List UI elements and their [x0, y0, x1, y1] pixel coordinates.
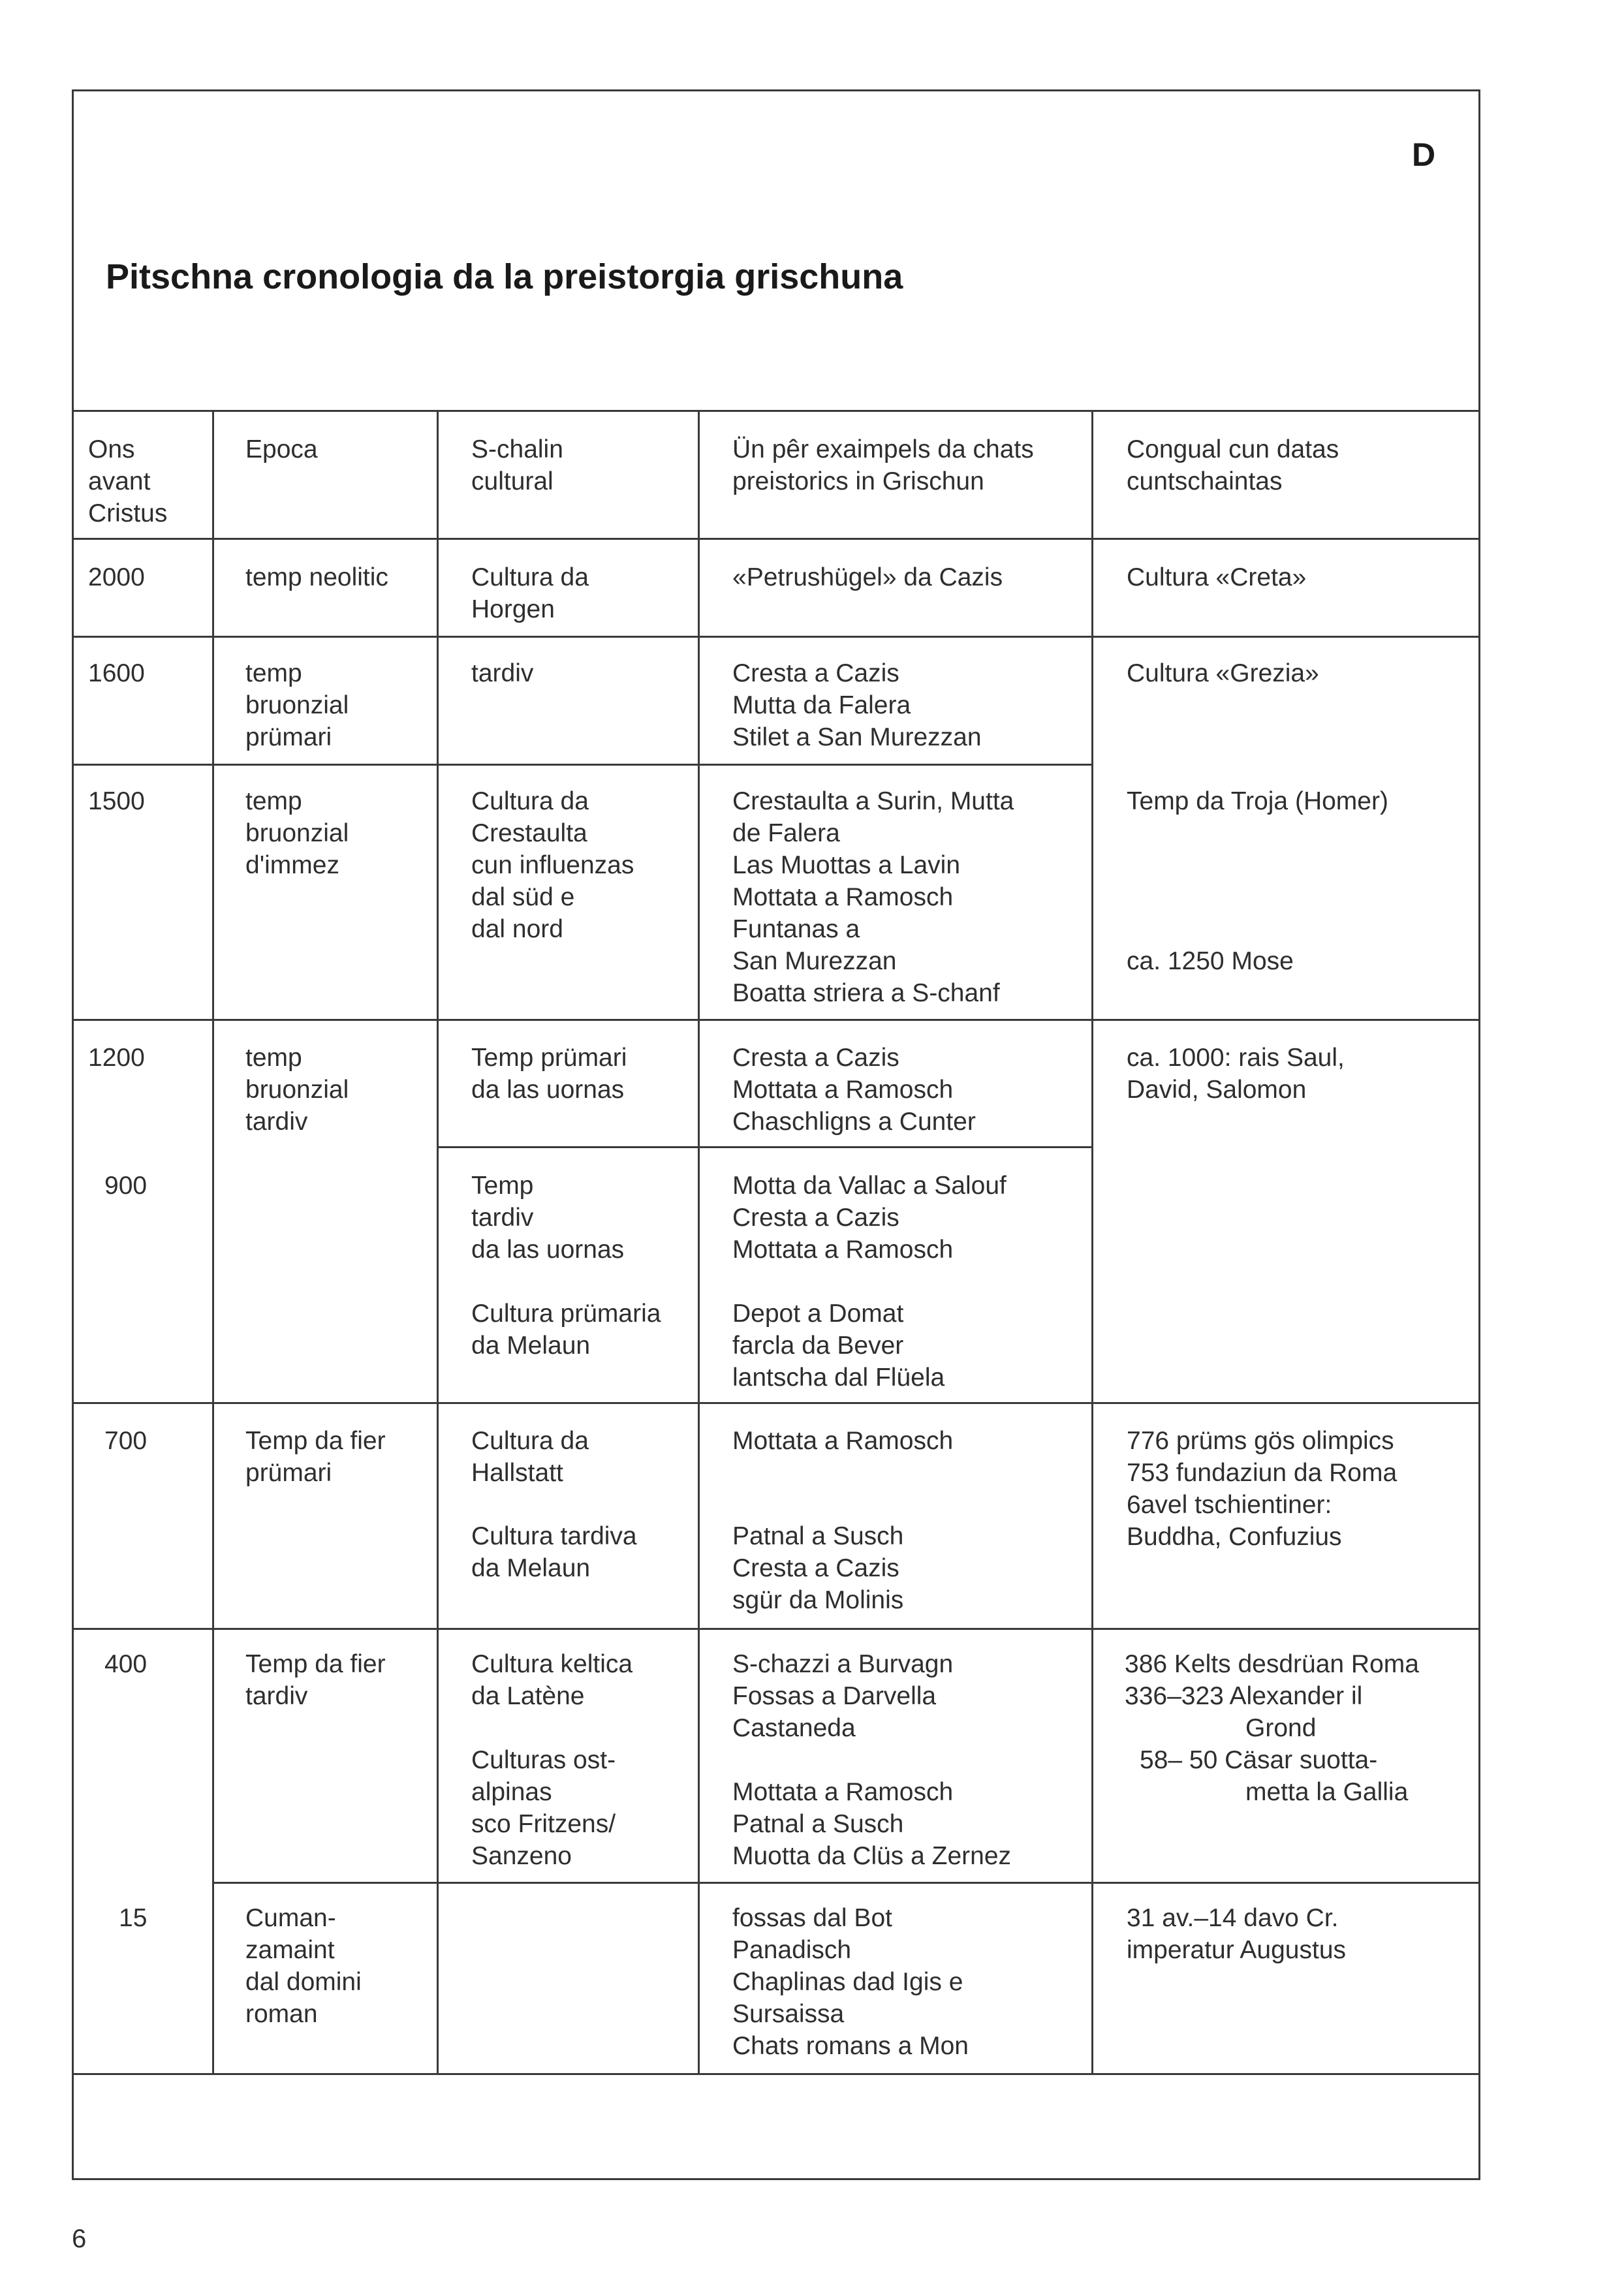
- cell-line: Cultura da: [471, 787, 589, 815]
- culture-900-melaun: [471, 1298, 661, 1362]
- year-700: [104, 1425, 147, 1457]
- cell-line: dal domini: [245, 1968, 362, 1996]
- cell-line: Mutta da Falera: [732, 691, 911, 719]
- cell-line: S-chalin: [471, 435, 563, 463]
- cell-line: avant: [88, 467, 151, 495]
- compare-700: [1127, 1425, 1397, 1553]
- compare-400-grond: Grond: [1245, 1714, 1317, 1742]
- cell-line: Sanzeno: [471, 1842, 572, 1870]
- year-15: [119, 1902, 147, 1934]
- cell-line: Hallstatt: [471, 1459, 563, 1487]
- row-1500-divider: [72, 1019, 1480, 1021]
- culture-1600: [471, 657, 533, 689]
- epoch-400: [245, 1648, 386, 1712]
- cell-line: Cuman-: [245, 1904, 336, 1932]
- cell-line: da Melaun: [471, 1332, 591, 1360]
- sites-15: [732, 1902, 969, 2062]
- cell-line: zamaint: [245, 1936, 335, 1964]
- epoch-1200: [245, 1042, 349, 1138]
- cell-line: Ons: [88, 435, 135, 463]
- cell-line: Temp: [471, 1172, 534, 1200]
- epoch-700: [245, 1425, 386, 1489]
- cell-line: Temp da fier: [245, 1650, 386, 1678]
- cell-line: S-chazzi a Burvagn: [732, 1650, 954, 1678]
- cell-line: 1500: [88, 787, 145, 815]
- cell-line: Temp da Troja (Homer): [1127, 787, 1388, 815]
- cell-line: temp: [245, 659, 302, 687]
- col-divider-3: [698, 410, 700, 2073]
- cell-line: Chaplinas dad Igis e: [732, 1968, 963, 1996]
- cell-line: Cultura prümaria: [471, 1300, 661, 1328]
- col-divider-2: [437, 410, 439, 2073]
- cell-line: temp: [245, 787, 302, 815]
- compare-2000: [1127, 561, 1306, 593]
- cell-line: Cultura da: [471, 1427, 589, 1455]
- cell-line: Panadisch: [732, 1936, 852, 1964]
- epoch-15: [245, 1902, 362, 2030]
- year-1500: [88, 785, 145, 817]
- cell-line: Crestaulta: [471, 819, 587, 847]
- cell-line: roman: [245, 2000, 318, 2028]
- cell-line: temp neolitic: [245, 563, 388, 591]
- cell-line: sgür da Molinis: [732, 1586, 904, 1614]
- cell-line: Chats romans a Mon: [732, 2032, 969, 2060]
- row-1200-subdivider: [437, 1146, 1091, 1148]
- cell-line: tardiv: [245, 1682, 308, 1710]
- title-divider: [72, 410, 1480, 412]
- cell-line: bruonzial: [245, 1076, 349, 1104]
- cell-line: Horgen: [471, 595, 555, 623]
- row-2000-divider: [72, 636, 1480, 638]
- table-bottom-divider: [72, 2073, 1480, 2075]
- cell-line: farcla da Bever: [732, 1332, 904, 1360]
- cell-line: David, Salomon: [1127, 1076, 1307, 1104]
- section-letter: D: [1412, 136, 1436, 173]
- compare-1600: [1127, 657, 1319, 689]
- header-divider: [72, 538, 1480, 540]
- cell-line: San Murezzan: [732, 947, 897, 975]
- epoch-2000: [245, 561, 388, 593]
- cell-line: Temp da fier: [245, 1427, 386, 1455]
- cell-line: Motta da Vallac a Salouf: [732, 1172, 1007, 1200]
- compare-400-casar: 58– 50 Cäsar suotta-: [1140, 1746, 1378, 1774]
- cell-line: alpinas: [471, 1778, 552, 1806]
- cell-line: da las uornas: [471, 1236, 625, 1264]
- cell-line: Ün pêr exaimpels da chats: [732, 435, 1034, 463]
- cell-line: Muotta da Clüs a Zernez: [732, 1842, 1012, 1870]
- culture-900-late-urnfield: [471, 1170, 624, 1266]
- cell-line: ca. 1000: rais Saul,: [1127, 1044, 1345, 1072]
- culture-700-melaun: [471, 1520, 637, 1584]
- cell-line: Crestaulta a Surin, Mutta: [732, 787, 1014, 815]
- epoch-1500: [245, 785, 349, 881]
- header-comparison: [1127, 433, 1339, 497]
- cell-line: ca. 1250 Mose: [1127, 947, 1294, 975]
- cell-line: Mottata a Ramosch: [732, 1427, 954, 1455]
- cell-line: tardiv: [471, 1204, 534, 1232]
- cell-line: Cresta a Cazis: [732, 659, 899, 687]
- header-sites: [732, 433, 1034, 497]
- cell-line: Patnal a Susch: [732, 1810, 904, 1838]
- cell-line: Castaneda: [732, 1714, 856, 1742]
- page-title: Pitschna cronologia da la preistorgia grischuna: [106, 257, 903, 296]
- year-900: [104, 1170, 147, 1202]
- year-2000: [88, 561, 145, 593]
- sites-700-hallstatt: [732, 1425, 953, 1457]
- year-1200: [88, 1042, 145, 1074]
- sites-1500: [732, 785, 1014, 1009]
- cell-line: Mottata a Ramosch: [732, 1236, 954, 1264]
- cell-line: Cresta a Cazis: [732, 1204, 899, 1232]
- cell-line: 1200: [88, 1044, 145, 1072]
- cell-line: dal nord: [471, 915, 563, 943]
- cell-line: Cultura «Grezia»: [1127, 659, 1319, 687]
- cell-line: Funtanas a: [732, 915, 860, 943]
- cell-line: Cresta a Cazis: [732, 1554, 899, 1582]
- cell-line: Fossas a Darvella: [732, 1682, 937, 1710]
- sites-1600: [732, 657, 982, 753]
- culture-1200: [471, 1042, 627, 1106]
- cell-line: cun influenzas: [471, 851, 634, 879]
- col-divider-4: [1091, 410, 1093, 2073]
- cell-line: 753 fundaziun da Roma: [1127, 1459, 1398, 1487]
- page-number: 6: [72, 2225, 87, 2253]
- cell-line: dal süd e: [471, 883, 575, 911]
- cell-line: Sursaissa: [732, 2000, 845, 2028]
- culture-700-hallstatt: [471, 1425, 589, 1489]
- cell-line: Cristus: [88, 499, 168, 527]
- sites-400-ostalpine: [732, 1776, 1011, 1872]
- year-1600: [88, 657, 145, 689]
- compare-15: [1127, 1902, 1346, 1966]
- header-epoch: [245, 433, 318, 465]
- cell-line: 776 prüms gös olimpics: [1127, 1427, 1394, 1455]
- cell-line: Cultura keltica: [471, 1650, 633, 1678]
- sites-900-melaun: [732, 1298, 945, 1394]
- cell-line: Temp prümari: [471, 1044, 627, 1072]
- cell-line: Cultura da: [471, 563, 589, 591]
- culture-2000: [471, 561, 589, 625]
- col-divider-1: [212, 410, 214, 2073]
- cell-line: bruonzial: [245, 819, 349, 847]
- cell-line: 15: [119, 1904, 148, 1932]
- cell-line: imperatur Augustus: [1127, 1936, 1347, 1964]
- cell-line: Cultura tardiva: [471, 1522, 637, 1550]
- compare-400-kelts: 386 Kelts desdrüan Roma: [1125, 1650, 1419, 1678]
- cell-line: Mottata a Ramosch: [732, 1778, 954, 1806]
- cell-line: preistorics in Grischun: [732, 467, 984, 495]
- cell-line: Depot a Domat: [732, 1300, 904, 1328]
- row-700-divider: [72, 1628, 1480, 1630]
- cell-line: 400: [104, 1650, 148, 1678]
- cell-line: Congual cun datas: [1127, 435, 1339, 463]
- cell-line: Stilet a San Murezzan: [732, 723, 982, 751]
- cell-line: Epoca: [245, 435, 318, 463]
- cell-line: prümari: [245, 1459, 332, 1487]
- cell-line: tardiv: [245, 1108, 308, 1136]
- compare-1500-mose: [1127, 945, 1294, 977]
- header-years: [88, 433, 167, 529]
- cell-line: «Petrushügel» da Cazis: [732, 563, 1003, 591]
- cell-line: 6avel tschientiner:: [1127, 1491, 1332, 1519]
- sites-400-latene: [732, 1648, 953, 1744]
- cell-line: Mottata a Ramosch: [732, 883, 954, 911]
- year-400: [104, 1648, 147, 1680]
- cell-line: 900: [104, 1172, 148, 1200]
- cell-line: da las uornas: [471, 1076, 625, 1104]
- cell-line: Las Muottas a Lavin: [732, 851, 961, 879]
- cell-line: Culturas ost-: [471, 1746, 616, 1774]
- cell-line: prümari: [245, 723, 332, 751]
- sites-1200: [732, 1042, 976, 1138]
- sites-900-late-urnfield: [732, 1170, 1007, 1266]
- cell-line: Cresta a Cazis: [732, 1044, 899, 1072]
- cell-line: Boatta striera a S-chanf: [732, 979, 1000, 1007]
- compare-1200: [1127, 1042, 1345, 1106]
- cell-line: Buddha, Confuzius: [1127, 1523, 1342, 1551]
- sites-2000: [732, 561, 1003, 593]
- cell-line: 1600: [88, 659, 145, 687]
- cell-line: 700: [104, 1427, 148, 1455]
- cell-line: 31 av.–14 davo Cr.: [1127, 1904, 1339, 1932]
- cell-line: da Melaun: [471, 1554, 591, 1582]
- compare-400-gallia: metta la Gallia: [1245, 1778, 1409, 1806]
- cell-line: Cultura «Creta»: [1127, 563, 1307, 591]
- row-400-subdivider: [212, 1882, 1480, 1884]
- cell-line: lantscha dal Flüela: [732, 1364, 945, 1392]
- culture-400-latene: [471, 1648, 632, 1712]
- header-culture: [471, 433, 563, 497]
- cell-line: tardiv: [471, 659, 534, 687]
- compare-1500-troja: [1127, 785, 1388, 817]
- culture-1500: [471, 785, 634, 945]
- cell-line: de Falera: [732, 819, 840, 847]
- cell-line: cultural: [471, 467, 554, 495]
- cell-line: bruonzial: [245, 691, 349, 719]
- cell-line: Mottata a Ramosch: [732, 1076, 954, 1104]
- culture-400-ostalpine: [471, 1744, 616, 1872]
- cell-line: sco Fritzens/: [471, 1810, 616, 1838]
- cell-line: Patnal a Susch: [732, 1522, 904, 1550]
- cell-line: fossas dal Bot: [732, 1904, 892, 1932]
- sites-700-melaun: [732, 1520, 903, 1616]
- compare-400-alexander: 336–323 Alexander il: [1125, 1682, 1363, 1710]
- cell-line: da Latène: [471, 1682, 585, 1710]
- cell-line: 2000: [88, 563, 145, 591]
- epoch-1600: [245, 657, 349, 753]
- cell-line: d'immez: [245, 851, 339, 879]
- row-900-divider: [72, 1402, 1480, 1404]
- cell-line: temp: [245, 1044, 302, 1072]
- cell-line: cuntschaintas: [1127, 467, 1283, 495]
- row-1600-divider: [72, 764, 1091, 766]
- cell-line: Chaschligns a Cunter: [732, 1108, 976, 1136]
